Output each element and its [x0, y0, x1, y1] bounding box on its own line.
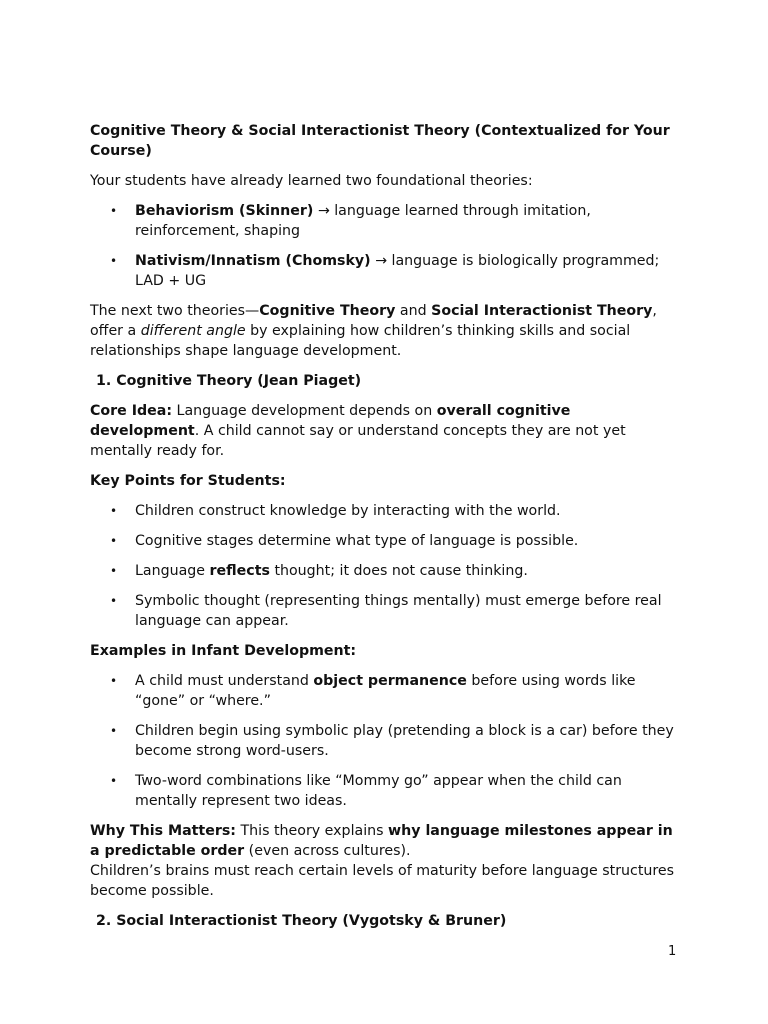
theory-description: → language is biologically programmed; LAD + UG	[135, 253, 660, 289]
list-item: • A child must understand object permanence before using words like “gone” or “where.”	[110, 673, 636, 709]
bullet-icon: •	[110, 254, 118, 268]
intro-paragraph: Your students have already learned two foundational theories:	[90, 173, 533, 189]
foundations-list	[90, 201, 676, 291]
why-matters-continuation: Children’s brains must reach certain levels of maturity before language structures become possible.	[90, 863, 675, 899]
why-matters-paragraph: Why This Matters: This theory explains why language milestones appear in a predictable order (even across cultures).	[90, 823, 673, 859]
list-item: • Two-word combinations like “Mommy go” appear when the child can mentally represent two ideas.	[110, 773, 622, 809]
examples-heading: Examples in Infant Development:	[90, 643, 357, 659]
bullet-icon: •	[110, 204, 118, 218]
list-item: • Cognitive stages determine what type of language is possible.	[110, 533, 579, 549]
page-number: 1	[668, 944, 677, 959]
bullet-icon: •	[110, 724, 118, 738]
list-item	[90, 201, 676, 241]
list-item: • Language reflects thought; it does not cause thinking.	[110, 563, 528, 579]
core-idea-paragraph: Core Idea: Language development depends on overall cognitive development. A child cannot say or understand concepts they are not yet mentally ready for.	[90, 403, 626, 459]
list-item: • Children begin using symbolic play (pretending a block is a car) before they become strong word-users.	[110, 723, 674, 759]
theory-description: → language learned through imitation, reinforcement, shaping	[135, 203, 591, 239]
document-page	[90, 121, 676, 931]
bullet-icon: •	[110, 504, 118, 518]
key-points-list	[90, 501, 676, 631]
list-item	[90, 251, 676, 291]
bullet-icon: •	[110, 594, 118, 608]
bullet-icon: •	[110, 564, 118, 578]
list-item: • Symbolic thought (representing things mentally) must emerge before real language can appear.	[110, 593, 662, 629]
bullet-icon: •	[110, 534, 118, 548]
theory-name: Behaviorism (Skinner)	[135, 203, 314, 219]
theory-name: Nativism/Innatism (Chomsky)	[135, 253, 371, 269]
examples-list	[90, 671, 676, 811]
key-points-heading: Key Points for Students:	[90, 473, 286, 489]
bullet-icon: •	[110, 774, 118, 788]
bullet-icon: •	[110, 674, 118, 688]
section-heading-social: 2. Social Interactionist Theory (Vygotsky & Bruner)	[96, 913, 507, 929]
next-theories-paragraph: The next two theories—Cognitive Theory and Social Interactionist Theory, offer a different angle by explaining how children’s thinking skills and social relationships shape language development.	[90, 303, 657, 359]
document-title: Cognitive Theory & Social Interactionist Theory (Contextualized for Your Course)	[90, 123, 670, 159]
list-item: • Children construct knowledge by interacting with the world.	[110, 503, 561, 519]
section-heading-cognitive: 1. Cognitive Theory (Jean Piaget)	[96, 373, 362, 389]
